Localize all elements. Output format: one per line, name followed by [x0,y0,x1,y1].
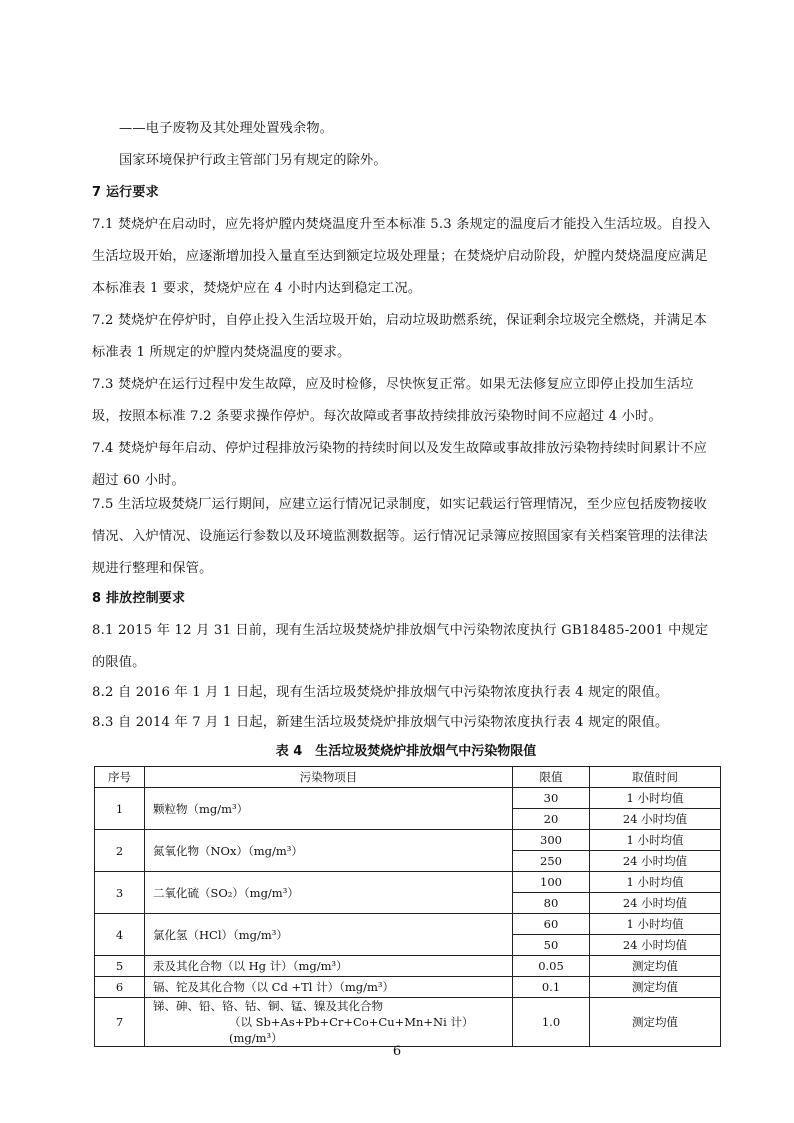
row-limit: 1.0 [513,998,590,1047]
clause-8-3: 8.3 自 2014 年 7 月 1 日起，新建生活垃圾焚烧炉排放烟气中污染物浓度执行表 4 规定的限值。 [92,715,669,730]
table-row [95,998,721,1047]
paragraph-e-waste: ——电子废物及其处理处置残余物。 [119,121,334,136]
table-header-row [95,767,721,788]
paragraph-exception: 国家环境保护行政主管部门另有规定的除外。 [119,153,387,168]
clause-7-3: 7.3 焚烧炉在运行过程中发生故障，应及时检修，尽快恢复正常。如果无法修复应立即停止投加生活垃圾，按照本标准 7.2 条要求操作停炉。每次故障或者事故持续排放污染物时间不应超过 4 小时。 [92,377,694,424]
row-no: 1 [95,788,145,830]
row-item: 颗粒物（mg/m³） [145,788,513,830]
row-item-line1: 锑、砷、铅、铬、钴、铜、锰、镍及其化合物 [153,999,383,1013]
row-item: 镉、铊及其化合物（以 Cd +Tl 计）（mg/m³） [145,977,513,998]
row-time: 1 小时均值 [590,830,721,851]
row-no: 4 [95,914,145,956]
row-limit: 0.1 [513,977,590,998]
clause-7-4: 7.4 焚烧炉每年启动、停炉过程排放污染物的持续时间以及发生故障或事故排放污染物持续时间累计不应超过 60 小时。 [92,441,708,488]
row-limit: 100 [513,872,590,893]
row-no: 2 [95,830,145,872]
clause-7-5: 7.5 生活垃圾焚烧厂运行期间，应建立运行情况记录制度，如实记载运行管理情况，至少应包括废物接收情况、入炉情况、设施运行参数以及环境监测数据等。运行情况记录簿应按照国家有关档案管理的法律法规进行整理和保管。 [92,497,708,576]
page-number: 6 [392,1044,402,1059]
row-item: 氯化氢（HCl）（mg/m³） [145,914,513,956]
table-row [95,830,721,851]
table-row [95,956,721,977]
row-time: 24 小时均值 [590,809,721,830]
clause-8-2: 8.2 自 2016 年 1 月 1 日起，现有生活垃圾焚烧炉排放烟气中污染物浓度执行表 4 规定的限值。 [92,685,669,700]
pollutant-limits-table [94,766,721,1047]
table-row [95,914,721,935]
row-no: 6 [95,977,145,998]
row-limit: 80 [513,893,590,914]
section-8-heading: 8 排放控制要求 [92,591,186,606]
header-time: 取值时间 [590,767,721,788]
row-limit: 50 [513,935,590,956]
row-time: 1 小时均值 [590,788,721,809]
table-row [95,788,721,809]
section-7-heading: 7 运行要求 [92,185,159,200]
header-limit: 限值 [513,767,590,788]
row-time: 24 小时均值 [590,893,721,914]
row-item: 氮氧化物（NOx）（mg/m³） [145,830,513,872]
clause-8-1: 8.1 2015 年 12 月 31 日前，现有生活垃圾焚烧炉排放烟气中污染物浓度执行 GB18485-2001 中规定的限值。 [92,623,709,670]
table-row [95,872,721,893]
row-limit: 300 [513,830,590,851]
row-no: 5 [95,956,145,977]
clause-7-1: 7.1 焚烧炉在启动时，应先将炉膛内焚烧温度升至本标准 5.3 条规定的温度后才能投入生活垃圾。自投入生活垃圾开始，应逐渐增加投入量直至达到额定垃圾处理量；在焚烧炉启动阶段，炉膛内焚烧温度应满足本标准表 1 要求，焚烧炉应在 4 小时内达到稳定工况。 [92,217,711,296]
row-limit: 250 [513,851,590,872]
row-limit: 60 [513,914,590,935]
header-no: 序号 [95,767,145,788]
table-caption: 表 4 生活垃圾焚烧炉排放烟气中污染物限值 [275,744,537,759]
row-limit: 20 [513,809,590,830]
row-time: 24 小时均值 [590,935,721,956]
row-limit: 0.05 [513,956,590,977]
row-time: 1 小时均值 [590,872,721,893]
row-item: 二氧化硫（SO₂）（mg/m³） [145,872,513,914]
header-item: 污染物项目 [145,767,513,788]
row-time: 1 小时均值 [590,914,721,935]
row-time: 测定均值 [590,956,721,977]
row-time: 24 小时均值 [590,851,721,872]
row-limit: 30 [513,788,590,809]
table-row [95,977,721,998]
row-item [145,998,513,1047]
clause-7-2: 7.2 焚烧炉在停炉时，自停止投入生活垃圾开始，启动垃圾助燃系统，保证剩余垃圾完全燃烧，并满足本标准表 1 所规定的炉膛内焚烧温度的要求。 [92,313,708,360]
row-no: 7 [95,998,145,1047]
row-item-line2: （以 Sb+As+Pb+Cr+Co+Cu+Mn+Ni 计）(mg/m³） [229,1015,474,1045]
row-time: 测定均值 [590,977,721,998]
row-no: 3 [95,872,145,914]
row-item: 汞及其化合物（以 Hg 计）（mg/m³） [145,956,513,977]
row-time: 测定均值 [590,998,721,1047]
